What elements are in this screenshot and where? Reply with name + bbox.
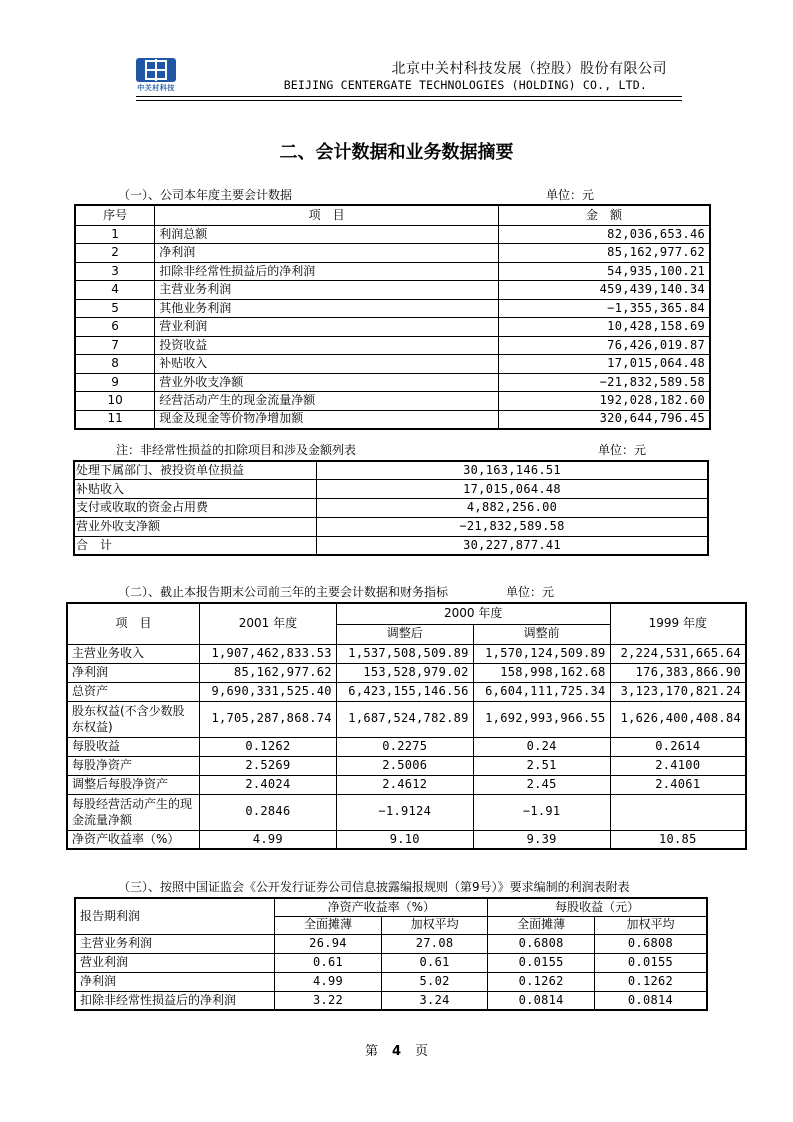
row-amount: 85,162,977.62 bbox=[499, 244, 710, 263]
row-item: 每股经营活动产生的现金流量净额 bbox=[67, 794, 199, 830]
row-item: 股东权益(不含少数股东权益) bbox=[67, 701, 199, 737]
row-item: 投资收益 bbox=[155, 336, 499, 355]
value-2000-unadjusted: 2.45 bbox=[473, 775, 610, 794]
row-amount: 82,036,653.46 bbox=[499, 225, 710, 244]
header-no: 序号 bbox=[75, 205, 155, 225]
value-2001: 1,705,287,868.74 bbox=[199, 701, 336, 737]
value-2000-unadjusted: 6,604,111,725.34 bbox=[473, 682, 610, 701]
three-year-table bbox=[66, 602, 747, 850]
note-amount: 17,015,064.48 bbox=[317, 480, 708, 499]
value-1999: 10.85 bbox=[610, 830, 746, 849]
value-1999: 3,123,170,821.24 bbox=[610, 682, 746, 701]
section3-heading: （三）、按照中国证监会《公开发行证券公司信息披露编报规则（第9号）》要求编制的利润表附表 bbox=[118, 880, 630, 894]
header-2000: 2000 年度 bbox=[336, 603, 610, 624]
value-2001: 4.99 bbox=[199, 830, 336, 849]
value-2000-adjusted: 6,423,155,146.56 bbox=[336, 682, 473, 701]
row-item: 主营业务收入 bbox=[67, 644, 199, 663]
value-2000-unadjusted: 2.51 bbox=[473, 756, 610, 775]
table-row bbox=[67, 775, 746, 794]
value-2000-adjusted: 1,537,508,509.89 bbox=[336, 644, 473, 663]
main-accounting-table bbox=[74, 204, 711, 430]
section1-heading: （一）、公司本年度主要会计数据 bbox=[118, 188, 293, 202]
header-amount: 金 额 bbox=[499, 205, 710, 225]
header-roe-diluted: 全面摊薄 bbox=[275, 916, 382, 934]
row-item: 经营活动产生的现金流量净额 bbox=[155, 392, 499, 411]
roe-weighted: 0.61 bbox=[381, 953, 488, 972]
eps-weighted: 0.0814 bbox=[594, 991, 707, 1010]
table-header-row bbox=[67, 603, 746, 624]
table-row bbox=[75, 244, 710, 263]
table-row bbox=[75, 972, 707, 991]
table-row bbox=[75, 991, 707, 1010]
table-row bbox=[75, 336, 710, 355]
row-number: 5 bbox=[75, 299, 155, 318]
note-item: 合 计 bbox=[74, 536, 317, 555]
logo-caption: 中关村科技 bbox=[137, 84, 175, 92]
row-item: 利润总额 bbox=[155, 225, 499, 244]
company-name-cn: 北京中关村科技发展（控股）股份有限公司 bbox=[391, 61, 667, 77]
row-number: 2 bbox=[75, 244, 155, 263]
note-amount: −21,832,589.58 bbox=[317, 517, 708, 536]
value-1999: 2,224,531,665.64 bbox=[610, 644, 746, 663]
row-number: 10 bbox=[75, 392, 155, 411]
eps-weighted: 0.1262 bbox=[594, 972, 707, 991]
table-row bbox=[67, 794, 746, 830]
table-row bbox=[75, 392, 710, 411]
row-number: 9 bbox=[75, 373, 155, 392]
note-item: 营业外收支净额 bbox=[74, 517, 317, 536]
roe-weighted: 27.08 bbox=[381, 934, 488, 953]
header-period-profit: 报告期利润 bbox=[75, 898, 275, 934]
note-unit: 单位：元 bbox=[598, 443, 647, 457]
value-1999 bbox=[610, 794, 746, 830]
row-item: 净利润 bbox=[75, 972, 275, 991]
value-2000-unadjusted: 9.39 bbox=[473, 830, 610, 849]
row-amount: 17,015,064.48 bbox=[499, 355, 710, 374]
row-item: 每股净资产 bbox=[67, 756, 199, 775]
value-2000-unadjusted: 1,692,993,966.55 bbox=[473, 701, 610, 737]
eps-diluted: 0.1262 bbox=[488, 972, 595, 991]
eps-diluted: 0.0814 bbox=[488, 991, 595, 1010]
value-2000-unadjusted: −1.91 bbox=[473, 794, 610, 830]
row-item: 总资产 bbox=[67, 682, 199, 701]
row-amount: 459,439,140.34 bbox=[499, 281, 710, 300]
row-number: 4 bbox=[75, 281, 155, 300]
row-number: 3 bbox=[75, 262, 155, 281]
row-item: 营业外收支净额 bbox=[155, 373, 499, 392]
eps-diluted: 0.6808 bbox=[488, 934, 595, 953]
value-2001: 85,162,977.62 bbox=[199, 663, 336, 682]
table-row bbox=[75, 299, 710, 318]
note-amount: 30,227,877.41 bbox=[317, 536, 708, 555]
row-amount: 320,644,796.45 bbox=[499, 410, 710, 429]
header-eps-diluted: 全面摊薄 bbox=[488, 916, 595, 934]
row-item: 每股收益 bbox=[67, 737, 199, 756]
value-2000-unadjusted: 0.24 bbox=[473, 737, 610, 756]
table-row bbox=[67, 701, 746, 737]
table-row bbox=[67, 737, 746, 756]
header-rule-thin bbox=[136, 100, 682, 101]
company-name-en: BEIJING CENTERGATE TECHNOLOGIES (HOLDING) CO., LTD. bbox=[283, 78, 647, 92]
value-2001: 2.5269 bbox=[199, 756, 336, 775]
value-2000-adjusted: 153,528,979.02 bbox=[336, 663, 473, 682]
row-item: 净利润 bbox=[67, 663, 199, 682]
row-amount: −1,355,365.84 bbox=[499, 299, 710, 318]
eps-weighted: 0.0155 bbox=[594, 953, 707, 972]
table-header-row bbox=[75, 898, 707, 916]
table-row bbox=[74, 499, 708, 518]
value-1999: 0.2614 bbox=[610, 737, 746, 756]
section2-heading: （二）、截止本报告期末公司前三年的主要会计数据和财务指标 bbox=[118, 585, 449, 599]
header-roe: 净资产收益率（%） bbox=[275, 898, 488, 916]
table-row bbox=[75, 410, 710, 429]
header-item: 项 目 bbox=[155, 205, 499, 225]
row-item: 净资产收益率（%） bbox=[67, 830, 199, 849]
table-row bbox=[75, 281, 710, 300]
note-amount: 4,882,256.00 bbox=[317, 499, 708, 518]
nonrecurring-table bbox=[73, 460, 709, 556]
value-2000-adjusted: 2.5006 bbox=[336, 756, 473, 775]
header-adjusted-before: 调整前 bbox=[473, 624, 610, 644]
value-2000-adjusted: 2.4612 bbox=[336, 775, 473, 794]
page-number-value: 4 bbox=[391, 1044, 402, 1059]
note-item: 补贴收入 bbox=[74, 480, 317, 499]
eps-weighted: 0.6808 bbox=[594, 934, 707, 953]
row-amount: 54,935,100.21 bbox=[499, 262, 710, 281]
page-prefix: 第 bbox=[364, 1044, 378, 1059]
value-1999: 2.4061 bbox=[610, 775, 746, 794]
value-2000-unadjusted: 1,570,124,509.89 bbox=[473, 644, 610, 663]
row-number: 8 bbox=[75, 355, 155, 374]
row-amount: −21,832,589.58 bbox=[499, 373, 710, 392]
roe-diluted: 4.99 bbox=[275, 972, 382, 991]
value-2000-unadjusted: 158,998,162.68 bbox=[473, 663, 610, 682]
value-2001: 0.2846 bbox=[199, 794, 336, 830]
table-row bbox=[75, 355, 710, 374]
header-roe-weighted: 加权平均 bbox=[381, 916, 488, 934]
row-number: 6 bbox=[75, 318, 155, 337]
value-2000-adjusted: 0.2275 bbox=[336, 737, 473, 756]
value-2001: 2.4024 bbox=[199, 775, 336, 794]
note-amount: 30,163,146.51 bbox=[317, 461, 708, 480]
row-item: 营业利润 bbox=[155, 318, 499, 337]
roe-diluted: 3.22 bbox=[275, 991, 382, 1010]
row-item: 扣除非经常性损益后的净利润 bbox=[75, 991, 275, 1010]
page-suffix: 页 bbox=[415, 1044, 429, 1059]
table-row bbox=[74, 517, 708, 536]
section1-unit: 单位：元 bbox=[546, 188, 595, 202]
roe-weighted: 3.24 bbox=[381, 991, 488, 1010]
eps-diluted: 0.0155 bbox=[488, 953, 595, 972]
row-number: 11 bbox=[75, 410, 155, 429]
table-row bbox=[75, 373, 710, 392]
row-item: 扣除非经常性损益后的净利润 bbox=[155, 262, 499, 281]
table-header-row bbox=[75, 205, 710, 225]
value-1999: 176,383,866.90 bbox=[610, 663, 746, 682]
row-item: 营业利润 bbox=[75, 953, 275, 972]
table-row bbox=[74, 536, 708, 555]
value-2000-adjusted: 1,687,524,782.89 bbox=[336, 701, 473, 737]
company-logo bbox=[136, 58, 176, 92]
value-2001: 1,907,462,833.53 bbox=[199, 644, 336, 663]
row-item: 主营业务利润 bbox=[75, 934, 275, 953]
row-amount: 192,028,182.60 bbox=[499, 392, 710, 411]
table-row bbox=[75, 934, 707, 953]
table-row bbox=[75, 262, 710, 281]
value-2000-adjusted: −1.9124 bbox=[336, 794, 473, 830]
header-adjusted-after: 调整后 bbox=[336, 624, 473, 644]
row-number: 7 bbox=[75, 336, 155, 355]
row-number: 1 bbox=[75, 225, 155, 244]
header-eps-weighted: 加权平均 bbox=[594, 916, 707, 934]
roe-weighted: 5.02 bbox=[381, 972, 488, 991]
table-row bbox=[67, 682, 746, 701]
header-eps: 每股收益（元） bbox=[488, 898, 707, 916]
row-item: 净利润 bbox=[155, 244, 499, 263]
roe-diluted: 26.94 bbox=[275, 934, 382, 953]
table-row bbox=[67, 663, 746, 682]
page-title: 二、会计数据和业务数据摘要 bbox=[279, 142, 514, 163]
section2-unit: 单位：元 bbox=[506, 585, 555, 599]
roe-diluted: 0.61 bbox=[275, 953, 382, 972]
table-row bbox=[74, 461, 708, 480]
value-1999: 2.4100 bbox=[610, 756, 746, 775]
row-item: 补贴收入 bbox=[155, 355, 499, 374]
value-2001: 9,690,331,525.40 bbox=[199, 682, 336, 701]
note-item: 支付或收取的资金占用费 bbox=[74, 499, 317, 518]
row-amount: 10,428,158.69 bbox=[499, 318, 710, 337]
table-row bbox=[67, 756, 746, 775]
page-number bbox=[0, 1040, 793, 1059]
value-1999: 1,626,400,408.84 bbox=[610, 701, 746, 737]
row-item: 现金及现金等价物净增加额 bbox=[155, 410, 499, 429]
table-row bbox=[75, 953, 707, 972]
value-2001: 0.1262 bbox=[199, 737, 336, 756]
header-rule bbox=[136, 96, 682, 97]
row-item: 主营业务利润 bbox=[155, 281, 499, 300]
table-row bbox=[67, 644, 746, 663]
row-item: 调整后每股净资产 bbox=[67, 775, 199, 794]
header-2001: 2001 年度 bbox=[199, 603, 336, 644]
table-row bbox=[75, 318, 710, 337]
table-row bbox=[74, 480, 708, 499]
row-item: 其他业务利润 bbox=[155, 299, 499, 318]
logo-icon bbox=[136, 58, 176, 82]
note-item: 处理下属部门、被投资单位损益 bbox=[74, 461, 317, 480]
header-item: 项 目 bbox=[67, 603, 199, 644]
header-1999: 1999 年度 bbox=[610, 603, 746, 644]
row-amount: 76,426,019.87 bbox=[499, 336, 710, 355]
table-row bbox=[75, 225, 710, 244]
value-2000-adjusted: 9.10 bbox=[336, 830, 473, 849]
profit-supplement-table bbox=[74, 897, 708, 1011]
note-heading: 注：非经常性损益的扣除项目和涉及金额列表 bbox=[116, 443, 357, 457]
table-row bbox=[67, 830, 746, 849]
